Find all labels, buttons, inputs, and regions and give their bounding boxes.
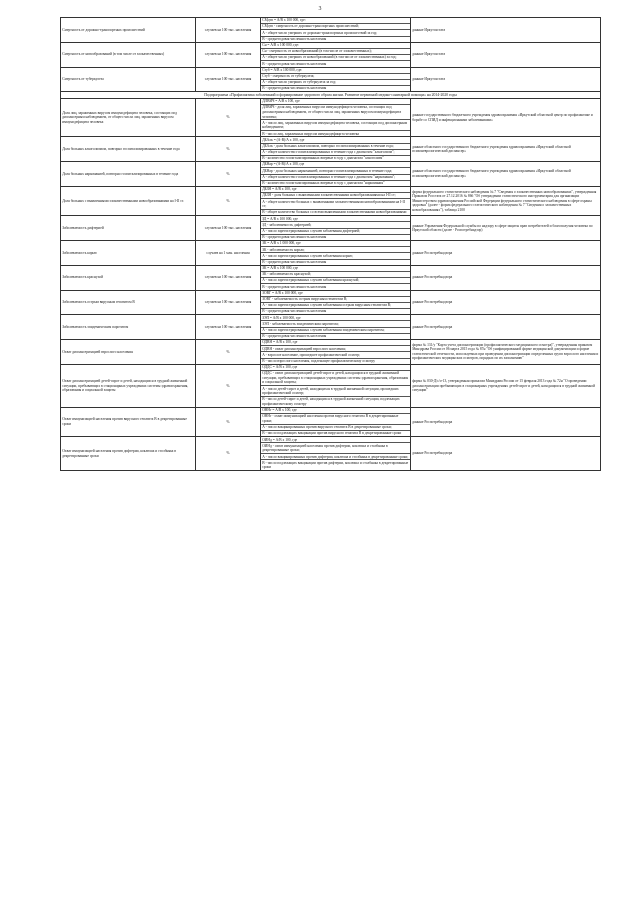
table-row xyxy=(61,437,601,471)
formula-line: ДБАлк - доля больных алкоголизмом, повторно госпитализированных в течение года; xyxy=(261,144,410,150)
table-row xyxy=(61,67,601,92)
indicator-source: данные Иркутскстата xyxy=(411,18,601,43)
indicator-source: форма федерального статистического наблюдения № 7 "Сведения о злокачественных новообразованиях", утвержденная Приказом Росстата от 27.12.2016 № 866 "Об утверждении статистического инструментария для организации Министерством здравоохранения Российской Федерации федерального статистического наблюдения в сфере охраны здоровья" (далее - форма федерального статистического наблюдения № 7 "Сведения о злокачественных новообразованиях"), таблица 2100 xyxy=(411,186,601,215)
indicator-formula xyxy=(261,98,411,137)
table-row xyxy=(61,241,601,266)
page-number: 3 xyxy=(318,6,322,12)
indicator-formula xyxy=(261,42,411,67)
indicator-unit: % xyxy=(196,162,261,187)
formula-line: В - число взрослого населения, подлежащее профилактическому осмотру xyxy=(262,358,376,363)
indicator-formula xyxy=(261,265,411,290)
formula-line: Стуб = А/В x 100 000, где: xyxy=(261,68,410,74)
formula-line: В - среднегодовая численность населения xyxy=(262,36,327,41)
indicator-source: данные Управления Федеральной службы по надзору в сфере защиты прав потребителей и благополучия человека по Иркутской области (далее - Роспотребнадзор) xyxy=(411,216,601,241)
indicator-formula xyxy=(261,315,411,340)
formula-line: А - общее количество больных с выявленными злокачественными новообразованиями на I-II ст; xyxy=(261,199,410,210)
formula-line: А - число зарегистрированных случаев заболевания дифтерией; xyxy=(261,229,410,235)
table-row xyxy=(61,340,601,365)
formula-line: Сн - смертность от новообразований (в том числе от злокачественных); xyxy=(261,49,410,55)
indicator-source: данные Роспотребнадзора xyxy=(411,315,601,340)
indicator-name: Доля лиц, зараженных вирусом иммунодефицита человека, состоящих под диспансерным наблюдением, от общего числа лиц, зараженных вирусом иммунодефицита человека xyxy=(61,98,196,137)
formula-line: ОИНд - охват иммунизацией населения против дифтерии, коклюша и столбняка в декретированные сроки; xyxy=(261,443,410,454)
indicator-formula xyxy=(261,67,411,92)
indicator-unit: случаев на 100 тыс. населения xyxy=(196,67,261,92)
formula-line: В - число детей-сирот и детей, находящихся в трудной жизненной ситуации, подлежащих профилактическому осмотру xyxy=(262,397,400,406)
indicator-name: Заболеваемость корью xyxy=(61,241,196,266)
indicator-source: форма № 131/у "Карта учета диспансеризации (профилактического медицинского осмотра)", утвержденная приказом Минздрава России от 06 марта 2015 года № 87н "Об унифицированной форме медицинской документации и форме статистической отчетности, используемых при проведении диспансеризации определенных групп взрослого населения и профилактических медицинских осмотров, порядках по их заполнению" xyxy=(411,340,601,365)
indicator-unit: случаев на 100 тыс. населения xyxy=(196,42,261,67)
indicator-source: данные Роспотребнадзора xyxy=(411,437,601,471)
indicator-unit: случаев на 100 тыс. населения xyxy=(196,290,261,315)
indicator-name: Заболеваемость дифтерией xyxy=(61,216,196,241)
indicator-source: форма № 030-Д/с/о-13, утвержденная приказом Минздрава России от 15 февраля 2013 года № 72н "О проведении диспансеризации пребывающих в стационарных учреждениях детей-сирот и детей, находящихся в трудной жизненной ситуации" xyxy=(411,364,601,407)
formula-line: А - число вакцинированных против вирусного гепатита В в декретированные сроки; xyxy=(261,425,410,431)
formula-line: В - среднегодовая численность населения xyxy=(262,334,327,339)
indicator-formula xyxy=(261,290,411,315)
indicator-name: Доля больных наркоманией, повторно госпитализированных в течение года xyxy=(61,162,196,187)
formula-line: А - общее количество госпитализированных в течение года с диагнозом "алкоголизм"; xyxy=(261,150,410,156)
indicator-formula xyxy=(261,137,411,162)
indicator-name: Смертность от новообразований (в том числе от злокачественных) xyxy=(61,42,196,67)
formula-line: В - среднегодовая численность населения xyxy=(262,309,327,314)
formula-line: ЗД = А/В x 100 000, где xyxy=(261,216,410,222)
formula-line: А - число зарегистрированных случаев заболевания корью; xyxy=(261,253,410,259)
formula-line: СМдтп = А/В x 100 000, где: xyxy=(261,18,410,24)
indicator-name: Охват диспансеризацией детей-сирот и детей, находящихся в трудной жизненной ситуации, пребывающих в стационарных учреждениях системы здравоохранения, образования и социальной защиты xyxy=(61,364,196,407)
indicator-name: Охват иммунизацией населения против вирусного гепатита В в декретированные сроки xyxy=(61,407,196,436)
indicator-source: данные Роспотребнадзора xyxy=(411,265,601,290)
formula-line: Сн = А/В x 100 000, где: xyxy=(261,43,410,49)
formula-line: ДБАлк = (А-В)/А x 100, где xyxy=(261,137,410,143)
formula-line: ЗД - заболеваемость дифтерией; xyxy=(261,222,410,228)
formula-line: ОИНд = А/В x 100, где xyxy=(261,437,410,443)
formula-line: ОДДС = А/В x 100, где xyxy=(261,365,410,371)
indicator-unit: случаев на 1 млн. населения xyxy=(196,241,261,266)
indicator-source: данные Иркутскстата xyxy=(411,42,601,67)
formula-line: А - общее число умерших от туберкулеза за год; xyxy=(261,80,410,86)
indicator-formula xyxy=(261,186,411,215)
formula-line: СМдтп - смертность от дорожно-транспортных происшествий; xyxy=(261,24,410,30)
formula-line: А - число зарегистрированных случаев заболевания эпидемическим паротитом; xyxy=(261,328,410,334)
formula-line: А - взрослое население, прошедшее профилактический осмотр; xyxy=(261,352,410,358)
formula-line: ЗК = А/В x 100 000, где xyxy=(261,266,410,272)
indicator-name: Охват иммунизацией населения против дифтерии, коклюша и столбняка в декретированные сроки xyxy=(61,437,196,471)
formula-line: ОДВН = А/В x 100, где xyxy=(261,340,410,346)
formula-line: А - число лиц, зараженных вирусом иммунодефицита человека, состоящих под диспансерным наблюдением; xyxy=(261,120,410,131)
formula-line: В - количество госпитализированных впервые в году с диагнозом "наркомания" xyxy=(262,181,385,186)
formula-line: ОННг = А/В x 100, где xyxy=(261,408,410,414)
formula-line: ЗЭП = А/В x 100 000, где xyxy=(261,315,410,321)
indicator-source: данные Роспотребнадзора xyxy=(411,290,601,315)
indicator-name: Охват диспансеризацией взрослого населения xyxy=(61,340,196,365)
table-row xyxy=(61,42,601,67)
formula-line: ДЛВИЧ - доля лиц, зараженных вирусом иммунодефицита человека, состоящих под диспансерным наблюдением, от общего числа лиц, зараженных вирусом иммунодефицита человека; xyxy=(261,105,410,120)
indicator-source: данные областного государственного бюджетного учреждения здравоохранения «Иркутский областной психоневрологический диспансер» xyxy=(411,137,601,162)
formula-line: А - число детей-сирот и детей, находящихся в трудной жизненной ситуации, прошедших профилактический осмотр; xyxy=(261,386,410,397)
table-body-top xyxy=(61,18,601,92)
formula-line: В - среднегодовая численность населения xyxy=(262,259,327,264)
formula-line: А - число вакцинированных против дифтерии, коклюша и столбняка в декретированные сроки; xyxy=(262,454,409,459)
indicator-unit: % xyxy=(196,437,261,471)
indicator-formula xyxy=(261,241,411,266)
indicator-source: данные Роспотребнадзора xyxy=(411,407,601,436)
indicators-table xyxy=(60,17,601,471)
formula-line: ДБНар - доля больных наркоманией, повторно госпитализированных в течение года; xyxy=(261,168,410,174)
formula-line: В - среднегодовая численность населения xyxy=(262,235,327,240)
indicator-unit: случаев на 100 тыс. населения xyxy=(196,315,261,340)
indicator-formula xyxy=(261,162,411,187)
formula-line: ЗЭП - заболеваемость эпидемическим паротитом; xyxy=(261,321,410,327)
table-row xyxy=(61,407,601,436)
indicator-formula xyxy=(261,18,411,43)
formula-line: ДБЗН = А/В x 100, где xyxy=(261,187,410,193)
table-row xyxy=(61,216,601,241)
table-row xyxy=(61,98,601,137)
formula-line: ЗК - заболеваемость краснухой; xyxy=(261,272,410,278)
indicator-source: данные Иркутскстата xyxy=(411,67,601,92)
indicator-name: Доля больных алкоголизмом, повторно госпитализированных в течение года xyxy=(61,137,196,162)
indicator-formula xyxy=(261,407,411,436)
formula-line: В - количество госпитализированных впервые в году с диагнозом "алкоголизм" xyxy=(262,156,384,161)
subprogram-title: Подпрограмма «Профилактика заболеваний и формирование здорового образа жизни. Развитие первичной медико-санитарной помощи» на 2014-2020 годы xyxy=(61,92,601,99)
indicator-name: Смертность от туберкулеза xyxy=(61,67,196,92)
indicator-name: Заболеваемость краснухой xyxy=(61,265,196,290)
indicator-unit: % xyxy=(196,407,261,436)
indicator-unit: % xyxy=(196,137,261,162)
indicator-unit: случаев на 100 тыс. населения xyxy=(196,216,261,241)
indicator-name: Заболеваемость эпидемическим паротитом xyxy=(61,315,196,340)
indicator-unit: % xyxy=(196,364,261,407)
table-row xyxy=(61,290,601,315)
indicator-name: Заболеваемость острым вирусным гепатитом В xyxy=(61,290,196,315)
formula-line: ОДВН - охват диспансеризацией взрослого населения; xyxy=(261,346,410,352)
formula-line: А - общее число умерших от новообразований (в том числе от злокачественных) за год; xyxy=(261,55,410,61)
subprogram-header-row xyxy=(61,92,601,99)
formula-line: Стуб - смертность от туберкулеза; xyxy=(261,74,410,80)
indicator-unit: % xyxy=(196,98,261,137)
indicator-name: Смертность от дорожно-транспортных происшествий xyxy=(61,18,196,43)
formula-line: ЗОВГ = А/В x 100 000, где xyxy=(261,291,410,297)
formula-line: ДБНар = (А-В)/А x 100, где xyxy=(261,162,410,168)
formula-line: В - число подлежащих вакцинации против дифтерии, коклюша и столбняка в декретированные сроки xyxy=(262,460,409,470)
table-row xyxy=(61,162,601,187)
formula-line: В - среднегодовая численность населения xyxy=(262,284,327,289)
formula-line: А - общее число умерших от дорожно-транспортных происшествий за год; xyxy=(261,30,410,36)
formula-line: ЗОВГ - заболеваемость острым вирусным гепатитом В; xyxy=(261,297,410,303)
formula-line: ОДДС - охват диспансеризацией детей-сирот и детей, находящихся в трудной жизненной ситуации, пребывающих в стационарных учреждениях системы здравоохранения, образования и социальной защиты; xyxy=(262,371,409,385)
formula-line: ДБЗН - доля больных с выявленными злокачественными новообразованиями на I-II ст; xyxy=(261,193,410,199)
formula-line: В - число подлежащих вакцинации против вирусного гепатита В в декретированные сроки xyxy=(262,431,402,436)
formula-line: В - число лиц, зараженных вирусом иммунодефицита человека xyxy=(262,131,359,136)
indicator-source: данные областного государственного бюджетного учреждения здравоохранения «Иркутский областной психоневрологический диспансер» xyxy=(411,162,601,187)
table-row xyxy=(61,137,601,162)
formula-line: А - общее количество госпитализированных в течение года с диагнозом "наркомания"; xyxy=(261,175,410,181)
table-row xyxy=(61,18,601,43)
table-row xyxy=(61,265,601,290)
formula-line: В - среднегодовая численность населения xyxy=(262,61,327,66)
table-row xyxy=(61,186,601,215)
formula-line: В - среднегодовая численность населения xyxy=(262,86,327,91)
indicator-formula xyxy=(261,437,411,471)
indicator-unit: случаев на 100 тыс. населения xyxy=(196,18,261,43)
formula-line: ЗК = А/В x 1 000 000, где xyxy=(261,241,410,247)
table-row xyxy=(61,315,601,340)
formula-line: ЗК - заболеваемость корью; xyxy=(261,247,410,253)
indicator-source: данные Роспотребнадзора xyxy=(411,241,601,266)
indicator-name: Доля больных с выявленными злокачественными новообразованиями на I-II ст. xyxy=(61,186,196,215)
indicator-formula xyxy=(261,340,411,365)
formula-line: В - общее количество больных со всеми выявленными злокачественными новообразованиями xyxy=(262,210,407,215)
indicator-formula xyxy=(261,216,411,241)
indicator-unit: случаев на 100 тыс. населения xyxy=(196,265,261,290)
indicator-source: данные государственного бюджетного учреждения здравоохранения «Иркутский областной центр по профилактике и борьбе со СПИД и инфекционными заболеваниями» xyxy=(411,98,601,137)
indicator-formula xyxy=(261,364,411,407)
formula-line: А - число зарегистрированных случаев заболевания краснухой; xyxy=(261,278,410,284)
formula-line: А - число зарегистрированных случаев заболевания острым вирусным гепатитом В; xyxy=(261,303,410,309)
table-body-bottom xyxy=(61,98,601,470)
indicator-unit: % xyxy=(196,340,261,365)
formula-line: ОННг - охват иммунизацией населения против вирусного гепатита В в декретированные сроки; xyxy=(261,414,410,425)
subprogram-section xyxy=(61,92,601,99)
formula-line: ДЛВИЧ = А/В x 100, где xyxy=(261,99,410,105)
table-row xyxy=(61,364,601,407)
indicator-unit: % xyxy=(196,186,261,215)
